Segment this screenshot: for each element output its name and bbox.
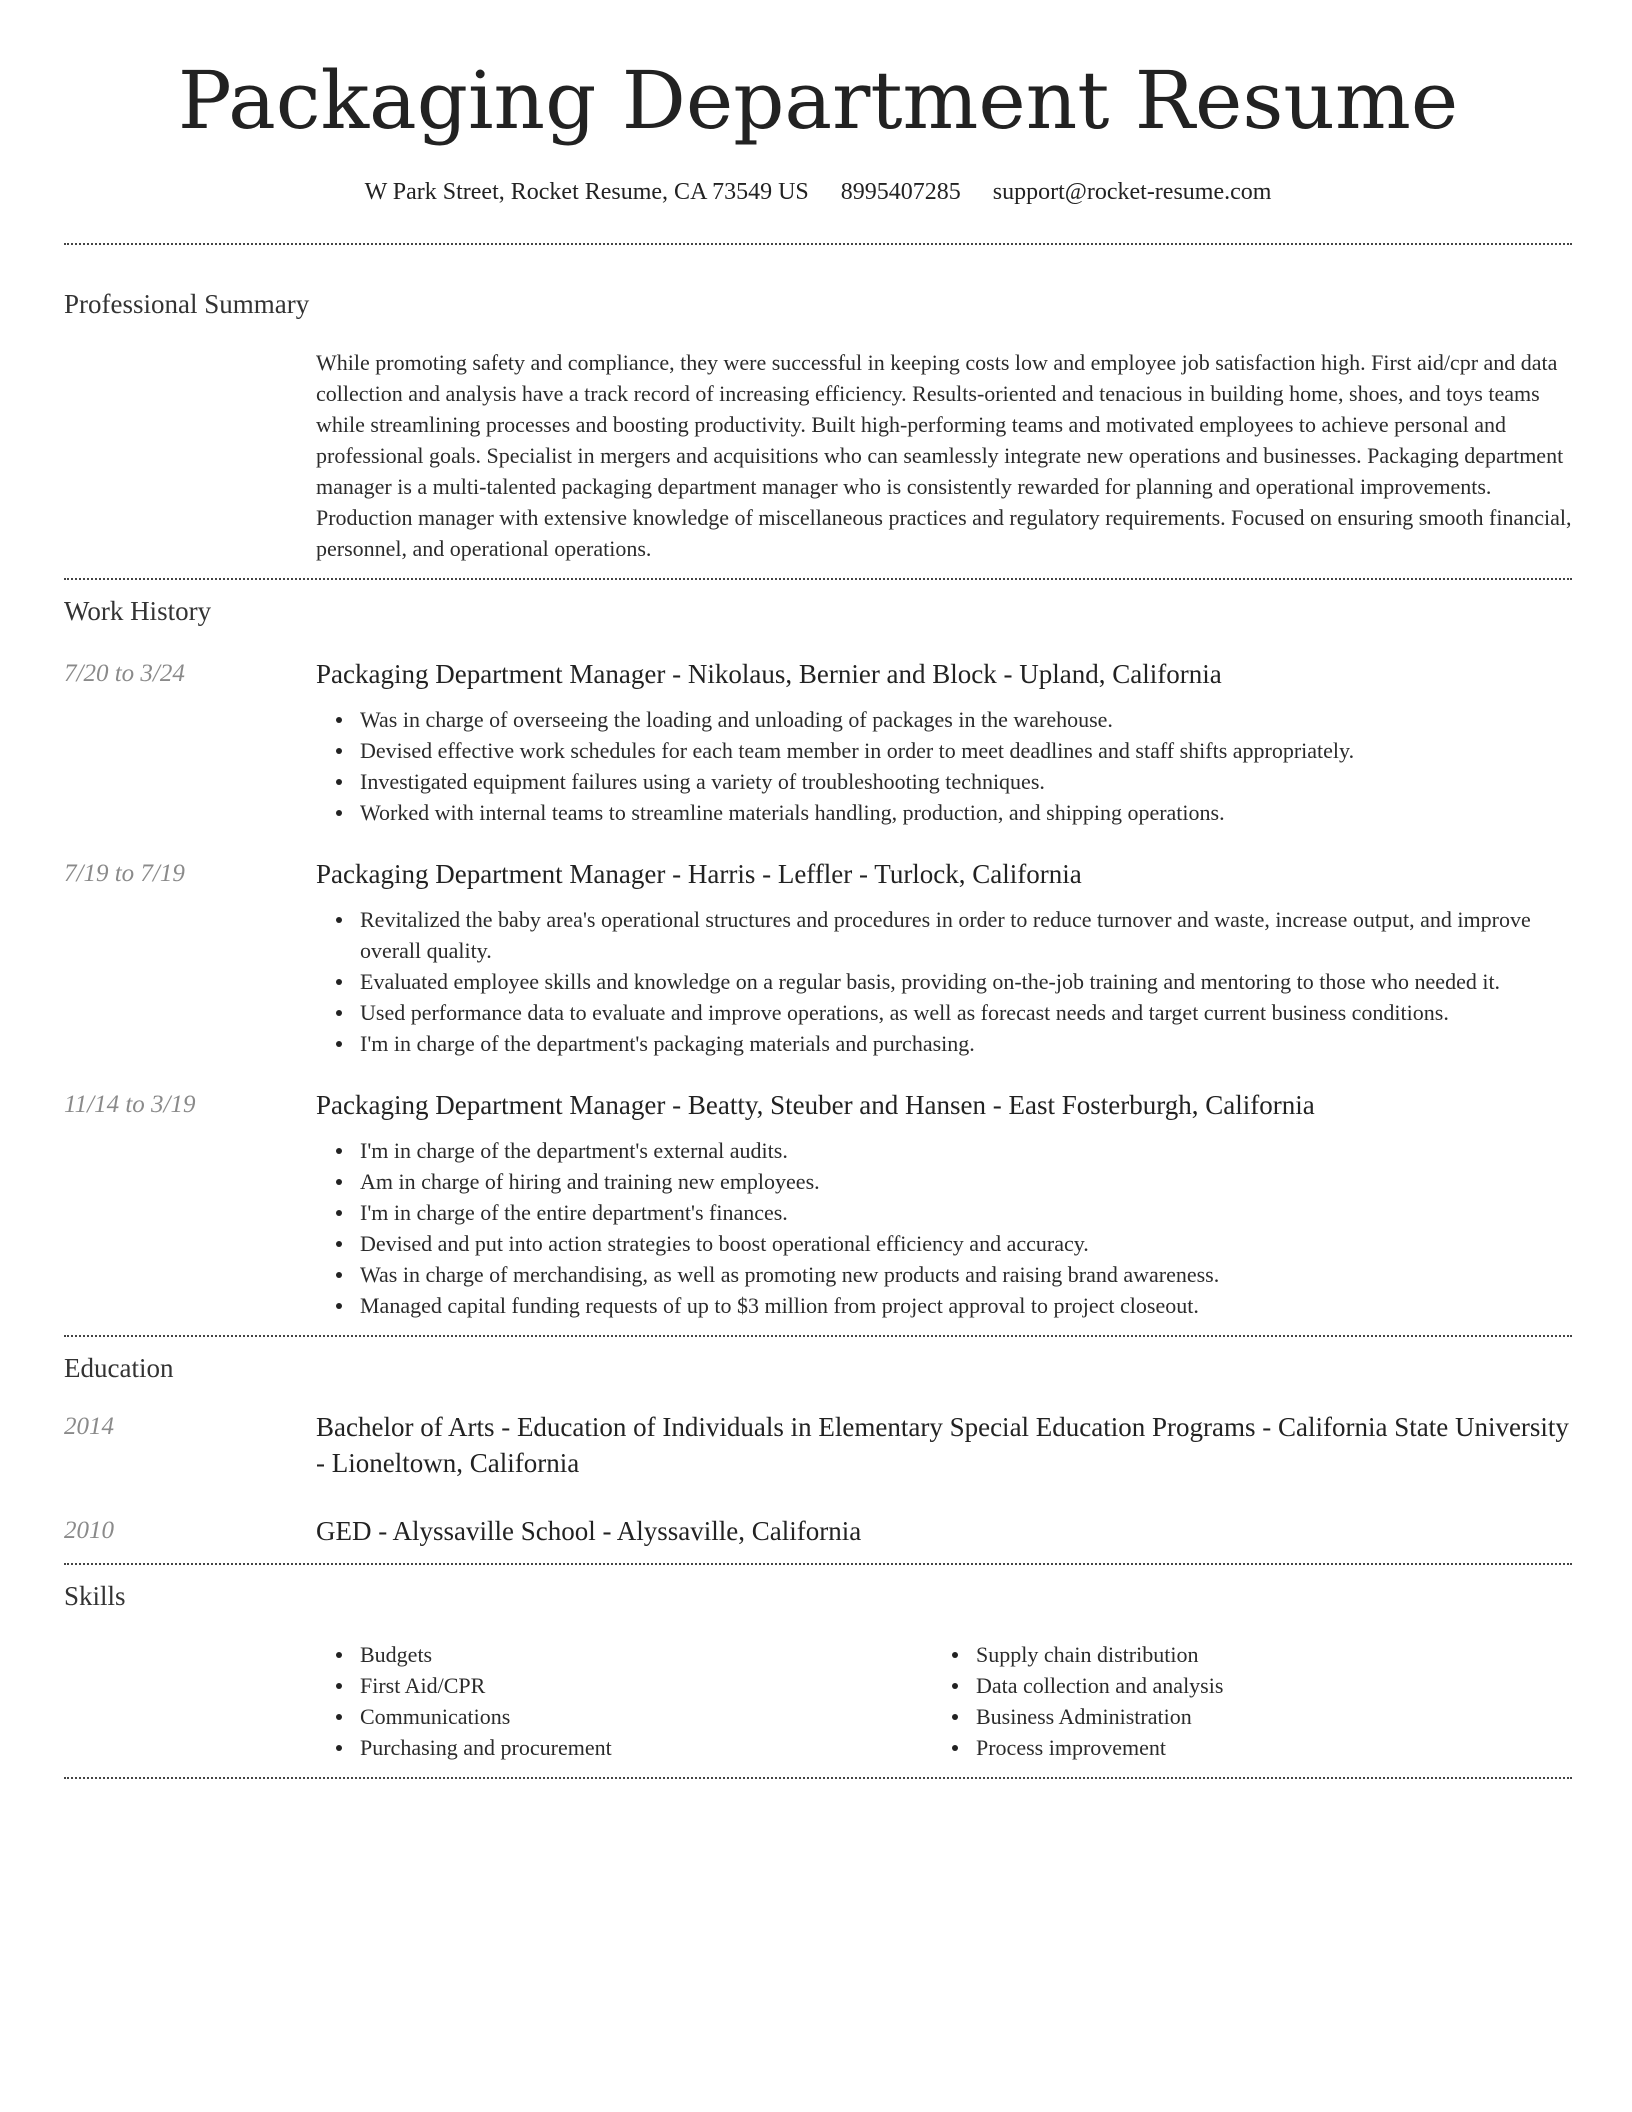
summary-text: While promoting safety and compliance, they were successful in keeping costs low and employee job satisfaction high. First aid/cpr and data collection and analysis have a track record of increasing efficiency. Results-oriented and tenacious in building home, shoes, and toys teams while streamlining processes and boosting productivity. Built high-performing teams and motivated employees to achieve personal and professional goals. Specialist in mergers and acquisitions who can seamlessly integrate new operations and businesses. Packaging department manager is a multi-talented packaging department manager who is consistently rewarded for planning and operational improvements. Production manager with extensive knowledge of miscellaneous practices and regulatory requirements. Focused on ensuring smooth financial, personnel, and operational operations. [316, 350, 1572, 561]
skill-item: Communications [360, 1701, 932, 1732]
job-bullet: Devised effective work schedules for each team member in order to meet deadlines and staff shifts appropriately. [360, 735, 1572, 766]
section-divider [64, 1777, 1572, 1779]
professional-summary-section [64, 245, 1572, 578]
contact-email: support@rocket-resume.com [992, 179, 1272, 205]
resume-page [64, 0, 1572, 1779]
contact-line [64, 176, 1572, 208]
job-bullet: I'm in charge of the department's packaging materials and purchasing. [360, 1028, 1572, 1059]
skills-grid [316, 1639, 1572, 1763]
job-title: Packaging Department Manager - Harris - Leffler - Turlock, California [316, 859, 1082, 889]
job-entry [64, 1087, 1572, 1321]
job-bullet: Used performance data to evaluate and improve operations, as well as forecast needs and target current business conditions. [360, 997, 1572, 1028]
education-year: 2010 [64, 1517, 114, 1544]
job-bullet: I'm in charge of the department's external audits. [360, 1135, 1572, 1166]
job-title: Packaging Department Manager - Beatty, Steuber and Hansen - East Fosterburgh, California [316, 1090, 1315, 1120]
skill-item: Supply chain distribution [976, 1639, 1548, 1670]
work-history-section [64, 580, 1572, 1335]
job-bullets [316, 1135, 1572, 1321]
contact-address: W Park Street, Rocket Resume, CA 73549 US [364, 179, 809, 205]
job-bullet: Was in charge of merchandising, as well as promoting new products and raising brand awareness. [360, 1259, 1572, 1290]
skills-section [64, 1565, 1572, 1777]
section-title-summary: Professional Summary [64, 289, 310, 319]
education-degree: Bachelor of Arts - Education of Individuals in Elementary Special Education Programs - California State University - Lioneltown, California [316, 1412, 1569, 1478]
job-bullet: I'm in charge of the entire department's finances. [360, 1197, 1572, 1228]
section-title-work: Work History [64, 596, 212, 626]
job-details [316, 656, 1572, 828]
job-details [316, 856, 1572, 1059]
job-bullet: Am in charge of hiring and training new employees. [360, 1166, 1572, 1197]
job-bullet: Managed capital funding requests of up to $3 million from project approval to project closeout. [360, 1290, 1572, 1321]
job-bullets [316, 904, 1572, 1059]
job-title: Packaging Department Manager - Nikolaus, Bernier and Block - Upland, California [316, 659, 1222, 689]
education-details [316, 1513, 1572, 1549]
skills-column-left [316, 1639, 932, 1763]
skills-column-right [932, 1639, 1548, 1763]
education-entry [64, 1513, 1572, 1549]
job-bullet: Worked with internal teams to streamline materials handling, production, and shipping operations. [360, 797, 1572, 828]
job-bullets [316, 704, 1572, 828]
skill-item: Budgets [360, 1639, 932, 1670]
skill-item: Data collection and analysis [976, 1670, 1548, 1701]
job-bullet: Evaluated employee skills and knowledge on a regular basis, providing on-the-job training and mentoring to those who needed it. [360, 966, 1572, 997]
education-entry [64, 1409, 1572, 1481]
section-title-education: Education [64, 1353, 174, 1383]
resume-title: Packaging Department Resume [177, 54, 1459, 147]
job-entry [64, 856, 1572, 1059]
job-bullet: Was in charge of overseeing the loading and unloading of packages in the warehouse. [360, 704, 1572, 735]
education-section [64, 1337, 1572, 1563]
skill-item: Process improvement [976, 1732, 1548, 1763]
skill-item: Business Administration [976, 1701, 1548, 1732]
skill-item: First Aid/CPR [360, 1670, 932, 1701]
education-details [316, 1409, 1572, 1481]
job-dates: 11/14 to 3/19 [64, 1091, 196, 1118]
education-degree: GED - Alyssaville School - Alyssaville, California [316, 1516, 862, 1546]
section-title-skills: Skills [64, 1581, 126, 1611]
skills-list [316, 1639, 932, 1763]
skills-list [932, 1639, 1548, 1763]
job-dates: 7/20 to 3/24 [64, 660, 185, 687]
job-bullet: Revitalized the baby area's operational structures and procedures in order to reduce turnover and waste, increase output, and improve overall quality. [360, 904, 1572, 966]
job-dates: 7/19 to 7/19 [64, 860, 185, 887]
resume-header [64, 0, 1572, 208]
job-details [316, 1087, 1572, 1321]
contact-phone: 8995407285 [840, 179, 961, 205]
education-year: 2014 [64, 1413, 114, 1440]
job-bullet: Investigated equipment failures using a variety of troubleshooting techniques. [360, 766, 1572, 797]
job-entry [64, 656, 1572, 828]
skill-item: Purchasing and procurement [360, 1732, 932, 1763]
job-bullet: Devised and put into action strategies to boost operational efficiency and accuracy. [360, 1228, 1572, 1259]
